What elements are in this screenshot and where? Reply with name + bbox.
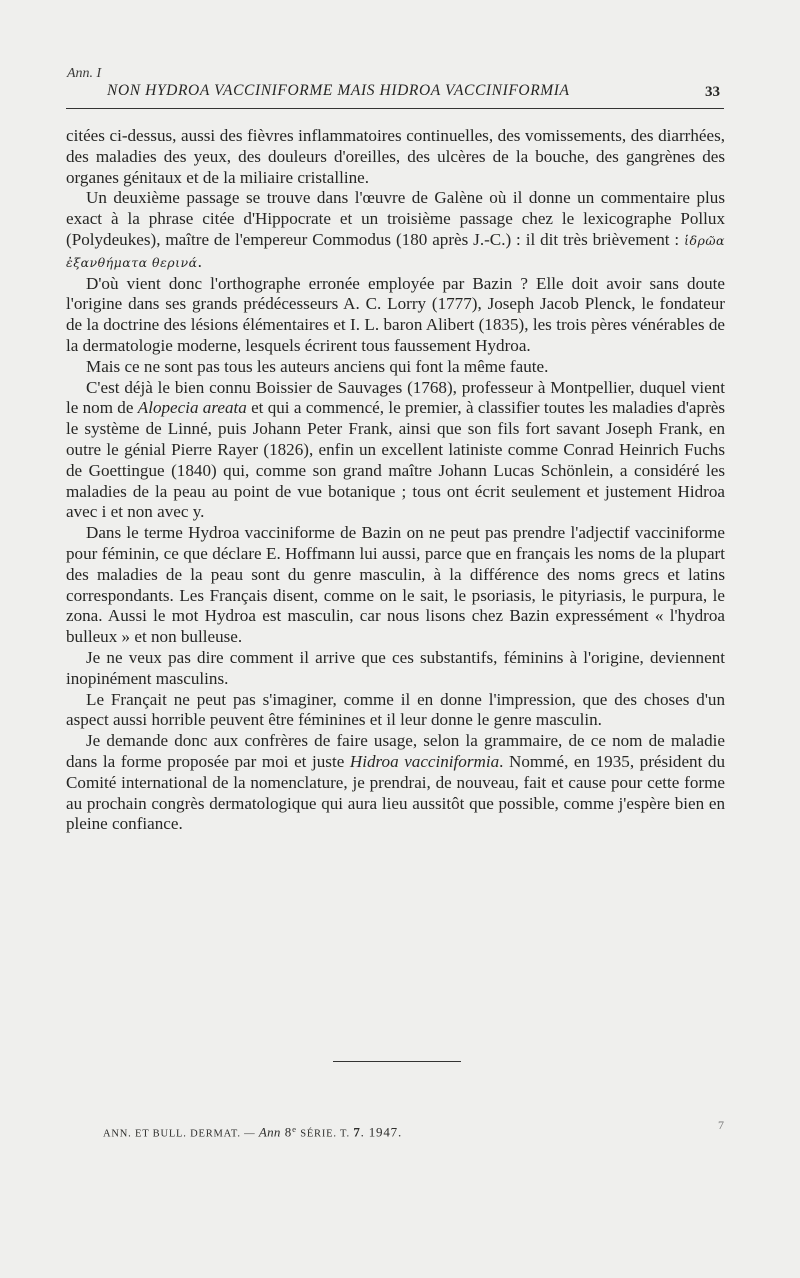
paragraph-text: et qui a commencé, le premier, à classifier toutes les maladies d'après le système de Linné, puis Johann Peter Frank, ainsi que son fils fort savant Joseph Frank, en outre le génial Pierre Rayer (1826), enfin un excellent latiniste comme Conrad Heinrich Fuchs de Goettingue (1840) qui, comme son grand maître Johann Lucas Schönlein, a considéré les maladies de la peau au point de vue botanique ; tous ont écrit seulement et justement Hidroa avec i et non avec y. <box>66 398 726 522</box>
italic-term: Hidroa vacciniformia <box>349 751 500 771</box>
footer-ann: Ann <box>258 1124 281 1140</box>
page-number: 33 <box>705 84 720 100</box>
footer-tome: 7 <box>353 1124 361 1140</box>
paragraph-text: . <box>197 251 202 271</box>
paragraph-1 <box>66 126 725 188</box>
article-body <box>66 126 725 835</box>
paragraph-8 <box>66 690 725 732</box>
greek-phrase: ἐξανθήματα θερινά <box>66 254 198 270</box>
footer-series-sup: e <box>292 1124 297 1134</box>
page-footer <box>103 1124 402 1141</box>
running-title: NON HYDROA VACCINIFORME MAIS HIDROA VACCINIFORMIA <box>107 82 570 99</box>
paragraph-text: C'est déjà le bien connu Boissier de Sauvages (1768), professeur à Montpellier, duquel vient le nom de <box>66 377 725 418</box>
paragraph-text: D'où vient donc l'orthographe erronée employée par Bazin ? Elle doit avoir sans doute l'origine dans ses grands prédécesseurs A. C. Lorry (1777), Joseph Jacob Plenck, le fondateur de la doctrine des lésions élémentaires et I. L. baron Alibert (1835), les trois pères vénérables de la dermatologie moderne, lesquels écrirent tous faussement Hydroa. <box>66 273 725 355</box>
paragraph-3 <box>66 274 725 357</box>
paragraph-text: Mais ce ne sont pas tous les auteurs anciens qui font la même faute. <box>86 356 549 376</box>
paragraph-text: Je demande donc aux confrères de faire usage, selon la grammaire, de ce nom de maladie dans la forme proposée par moi et juste <box>66 731 725 771</box>
paragraph-5 <box>66 378 725 524</box>
footer-journal: ANN. ET BULL. DERMAT. — <box>103 1128 259 1140</box>
footer-series: 8 <box>280 1124 293 1140</box>
footer-year: . 1947. <box>360 1124 402 1140</box>
italic-term: Alopecia areata <box>137 398 247 418</box>
paragraph-text: Le Françait ne peut pas s'imaginer, comme il en donne l'impression, que des choses d'un aspect aussi horrible peuvent être féminines et il leur donne le genre masculin. <box>66 689 725 730</box>
stray-mark: 7 <box>718 1118 724 1132</box>
paragraph-9 <box>66 731 725 835</box>
paragraph-2 <box>66 188 725 273</box>
journal-abbreviation: Ann. I <box>67 66 102 81</box>
paragraph-text: Dans le terme Hydroa vacciniforme de Bazin on ne peut pas prendre l'adjectif vacciniforme pour féminin, ce que déclare E. Hoffmann lui aussi, parce que en français les noms de la plupart des maladies de la peau sont du genre masculin, à la différence des noms grecs et latins correspondants. Les Français disent, comme on le sait, le psoriasis, le pityriasis, le purpura, le zona. Aussi le mot Hydroa est masculin, car nous lisons chez Bazin expressément « l'hydroa bulleux » et non bulleuse. <box>66 523 725 647</box>
footer-serie-label: SÉRIE. T. <box>296 1128 354 1140</box>
paragraph-7 <box>66 648 725 690</box>
paragraph-text: . Nommé, en 1935, président du Comité international de la nomenclature, je prendrai, de nouveau, fait et cause pour cette forme au prochain congrès dermatologique qui aura lieu aussitôt que possible, comme j'espère bien en pleine confiance. <box>66 751 725 834</box>
paragraph-4 <box>66 357 725 378</box>
paragraph-6 <box>66 523 725 648</box>
greek-word: ἱδρῶα <box>684 232 725 248</box>
paragraph-text: Un deuxième passage se trouve dans l'œuvre de Galène où il donne un commentaire plus exact à la phrase citée d'Hippocrate et un troisième passage chez le lexicographe Pollux (Polydeukes), maître de l'empereur Commodus (180 après J.-C.) : il dit très brièvement : <box>66 188 725 249</box>
paragraph-text: citées ci-dessus, aussi des fièvres inflammatoires continuelles, des vomissements, des diarrhées, des maladies des yeux, des douleurs d'oreilles, des ulcères de la bouche, des gangrènes des organes génitaux et de la miliaire cristalline. <box>66 126 725 187</box>
header-rule <box>66 108 724 109</box>
end-of-article-rule <box>333 1061 461 1062</box>
paragraph-text: Je ne veux pas dire comment il arrive que ces substantifs, féminins à l'origine, deviennent inopinément masculins. <box>66 647 725 688</box>
